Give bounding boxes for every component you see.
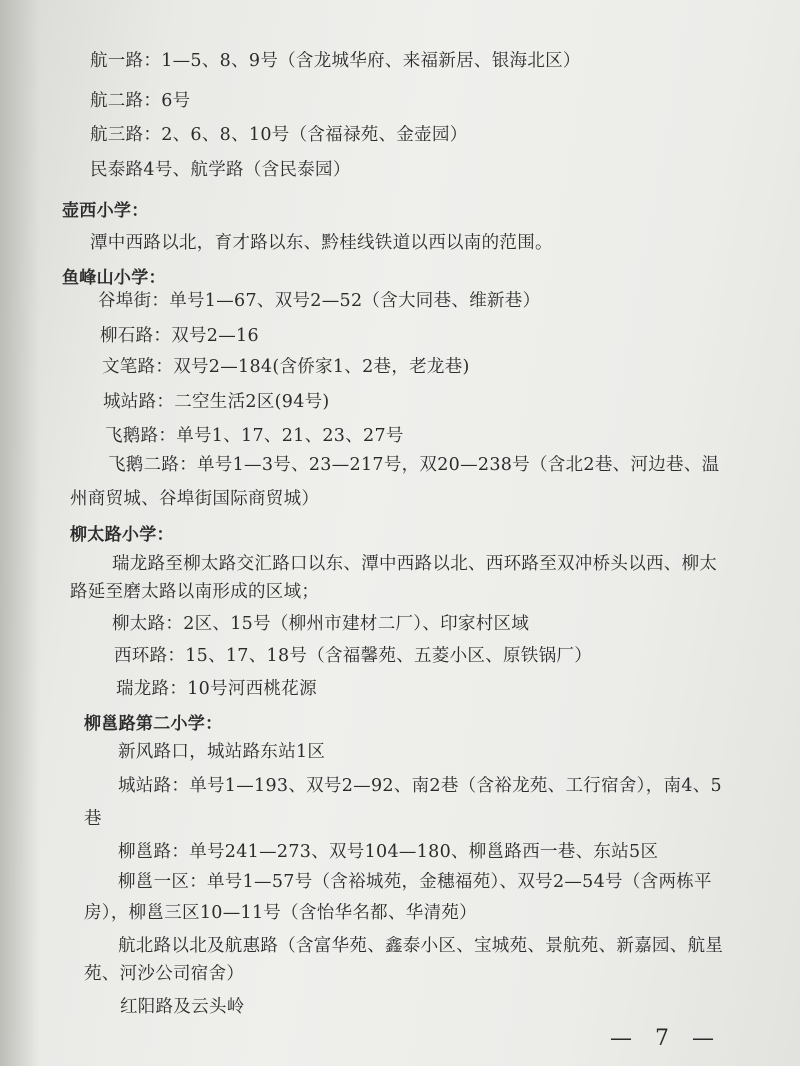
page-edge-shadow [0,0,40,1066]
text-line: 柳太路：2区、15号（柳州市建材二厂）、印家村区域 [112,614,530,634]
text-line: 城站路：二空生活2区(94号) [103,392,330,412]
text-line: 柳邕路：单号241—273、双号104—180、柳邕路西一巷、东站5区 [118,842,659,862]
section-heading: 柳太路小学： [70,525,174,545]
text-line: 城站路：单号1—193、双号2—92、南2巷（含裕龙苑、工行宿舍），南4、5 [118,776,722,796]
text-line: 飞鹅二路：单号1—3号、23—217号，双20—238号（含北2巷、河边巷、温 [108,455,720,475]
text-line: 瑞龙路：10号河西桃花源 [116,679,317,699]
text-line: 飞鹅路：单号1、17、21、23、27号 [105,426,404,446]
text-line: 州商贸城、谷埠街国际商贸城） [70,489,320,509]
text-line: 潭中西路以北，育才路以东、黔桂线铁道以西以南的范围。 [90,233,553,253]
text-line: 航北路以北及航惠路（含富华苑、鑫泰小区、宝城苑、景航苑、新嘉园、航星 [118,936,724,956]
text-line: 巷 [84,809,102,829]
text-line: 柳邕一区：单号1—57号（含裕城苑，金穗福苑）、双号2—54号（含两栋平 [118,872,712,892]
text-line: 柳石路：双号2—16 [100,326,259,346]
text-line: 文笔路：双号2—184(含侨家1、2巷，老龙巷) [102,357,470,377]
text-line: 谷埠街：单号1—67、双号2—52（含大同巷、维新巷） [98,291,541,311]
text-line: 房），柳邕三区10—11号（含怡华名都、华清苑） [84,903,477,923]
text-line: 瑞龙路至柳太路交汇路口以东、潭中西路以北、西环路至双冲桥头以西、柳太 [112,554,718,574]
section-heading: 柳邕路第二小学： [84,714,223,734]
text-line: 航三路：2、6、8、10号（含福禄苑、金壶园） [90,125,468,145]
text-line: 航一路：1—5、8、9号（含龙城华府、来福新居、银海北区） [90,51,581,71]
text-line: 新风路口，城站路东站1区 [118,742,326,762]
text-line: 苑、河沙公司宿舍） [84,964,245,984]
text-line: 路延至磨太路以南形成的区域； [70,582,320,602]
page-number: — 7 — [610,1026,722,1051]
section-heading: 鱼峰山小学： [62,268,166,288]
text-line: 航二路：6号 [90,91,191,111]
text-line: 民泰路4号、航学路（含民泰园） [90,160,351,180]
text-line: 红阳路及云头岭 [120,997,245,1017]
text-line: 西环路：15、17、18号（含福馨苑、五菱小区、原铁锅厂） [114,646,593,666]
section-heading: 壶西小学： [62,201,149,221]
